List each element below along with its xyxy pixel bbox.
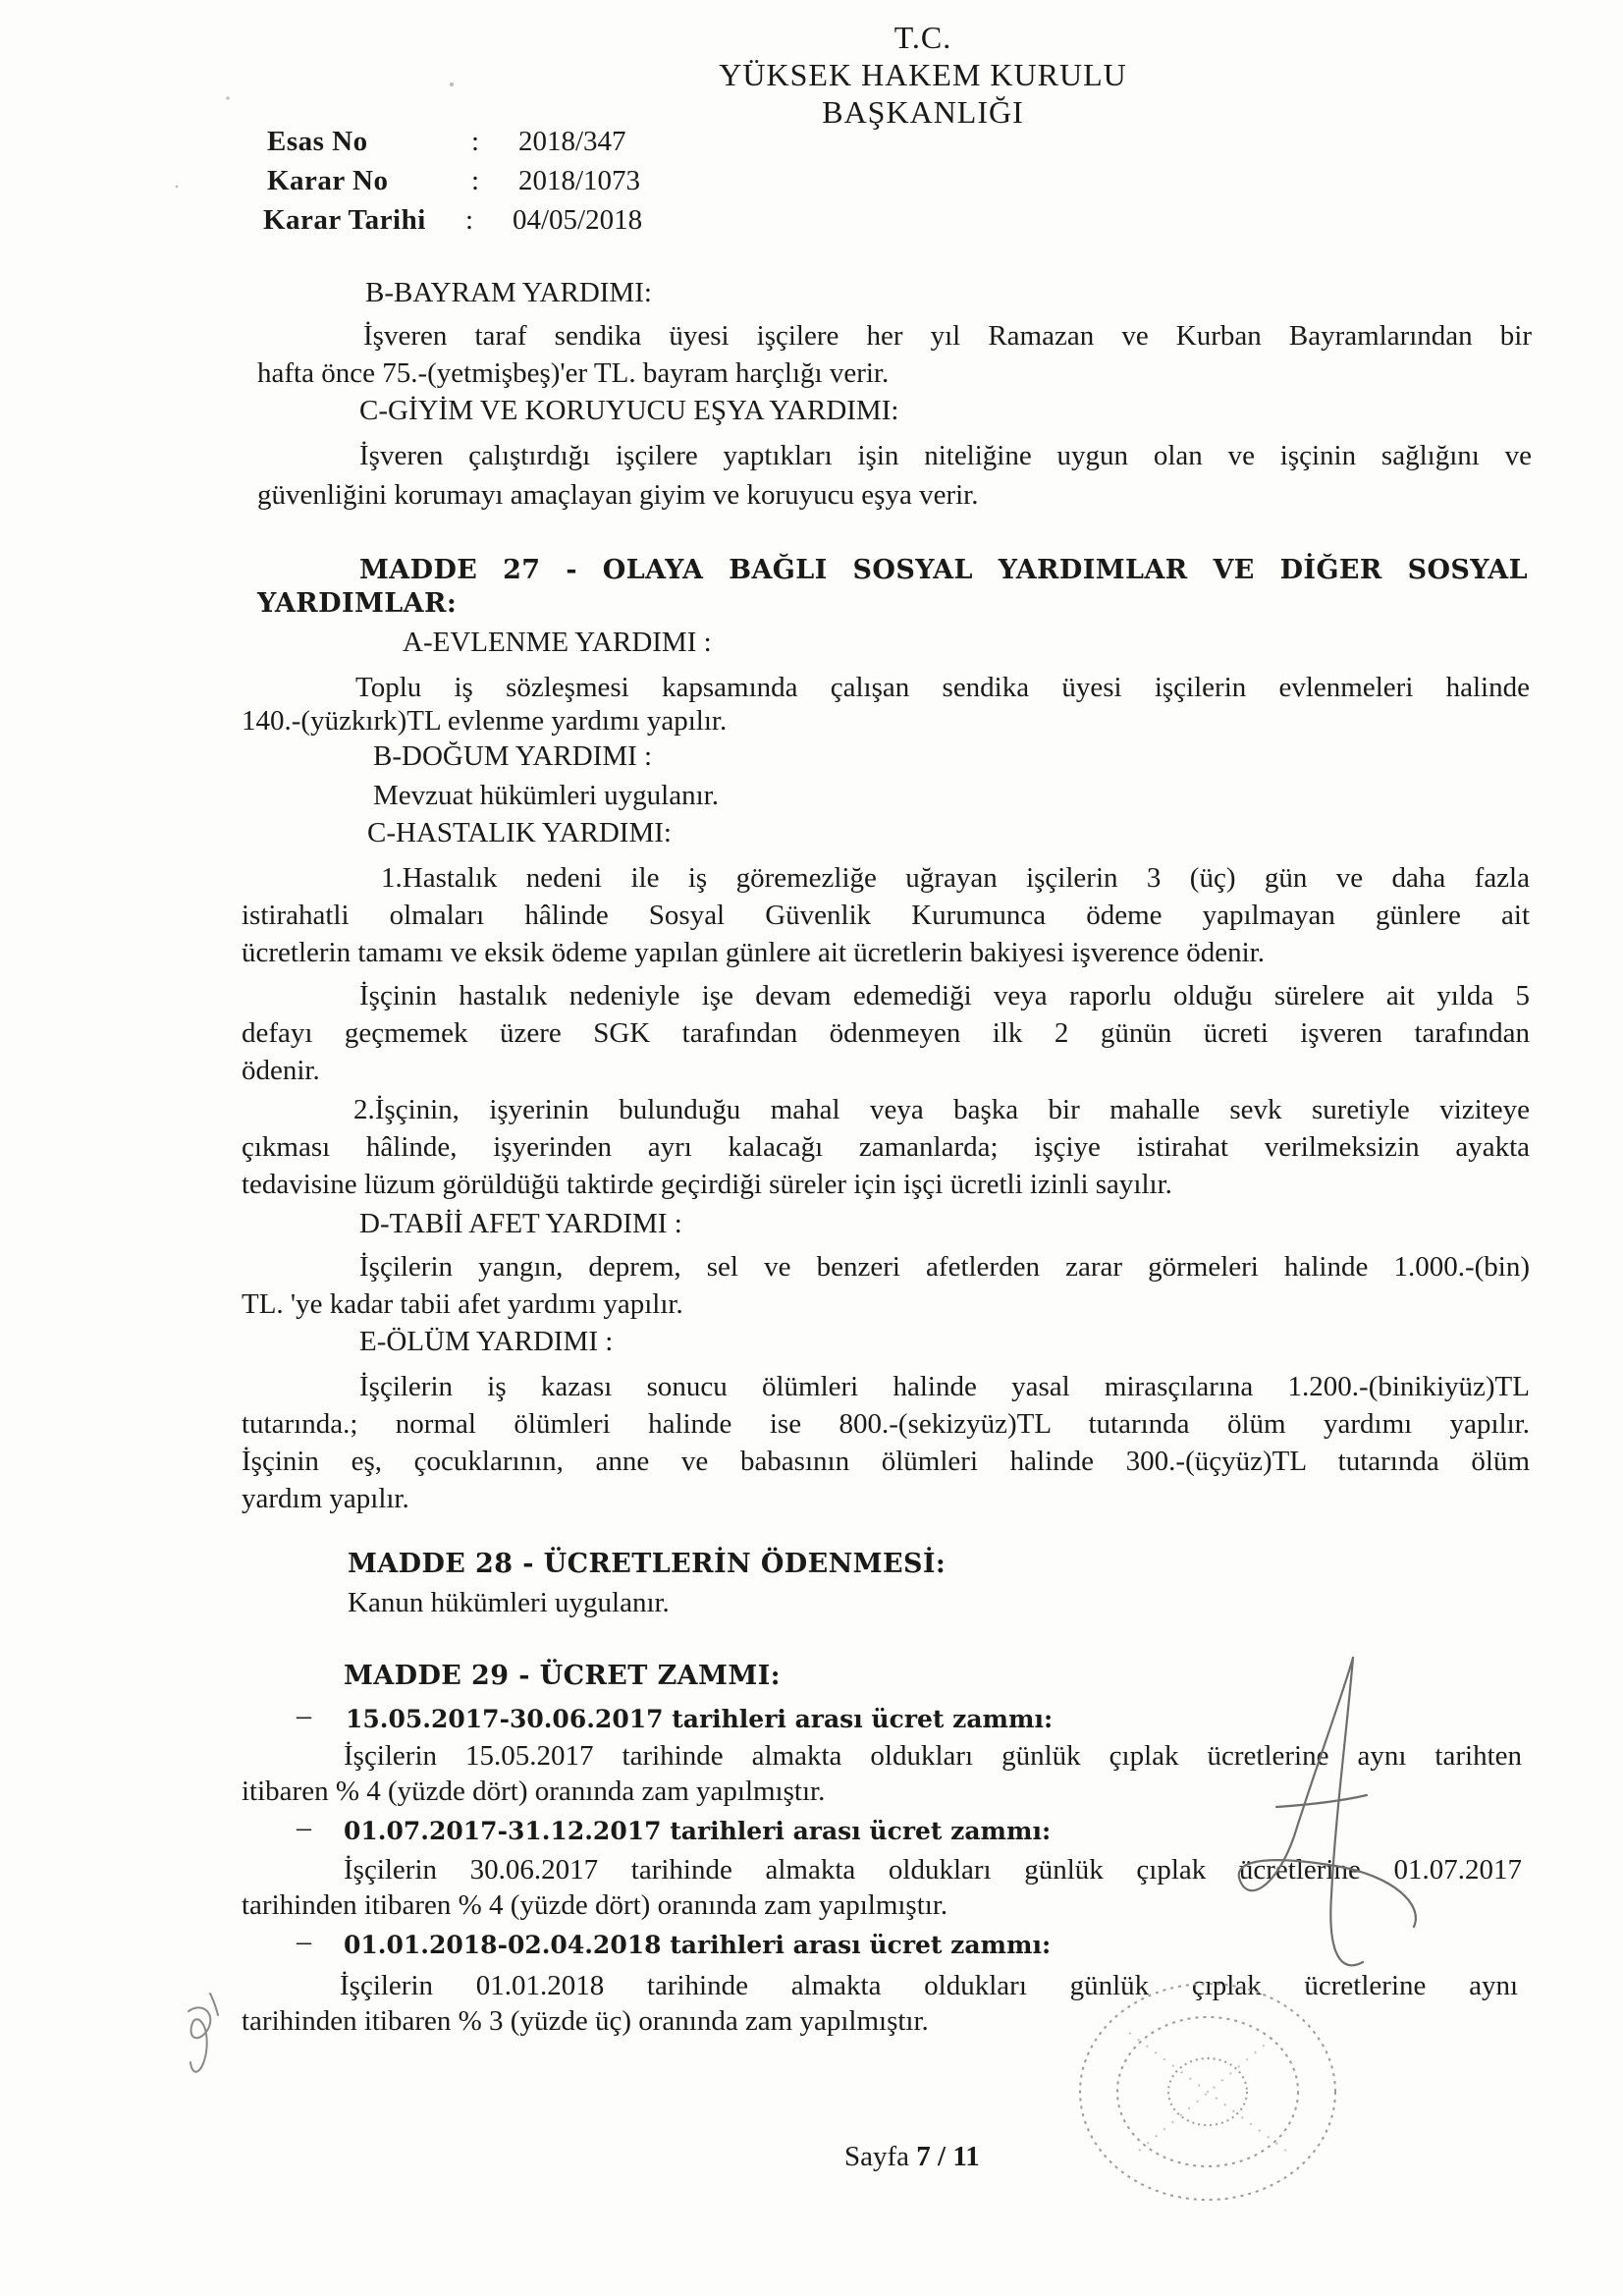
karar-tarihi-colon: : <box>465 204 474 236</box>
hastalik-p3-line1: 2.İşçinin, işyerinin bulunduğu mahal veya başka bir mahalle sevk suretiyle viziteye <box>353 1094 1530 1125</box>
initials-mark <box>189 1994 218 2072</box>
tabii-afet-title: D-TABİİ AFET YARDIMI : <box>359 1208 682 1239</box>
period-1-line1: İşçilerin 15.05.2017 tarihinde almakta oldukları günlük çıplak ücretlerine aynı tarihten <box>344 1740 1522 1772</box>
olum-line4: yardım yapılır. <box>242 1483 409 1514</box>
olum-title: E-ÖLÜM YARDIMI : <box>359 1326 614 1357</box>
hastalik-p1-line2: istirahatli olmaları hâlinde Sosyal Güvenlik Kurumunca ödeme yapılmayan günlere ait <box>242 900 1530 931</box>
section-b-line1: İşveren taraf sendika üyesi işçilere her yıl Ramazan ve Kurban Bayramlarından bir <box>363 320 1532 352</box>
period-2-title: 01.07.2017-31.12.2017 tarihleri arası ücret zammı: <box>344 1817 1052 1845</box>
handwritten-signature <box>1239 1658 1416 1965</box>
dogum-title: B-DOĞUM YARDIMI : <box>373 740 653 772</box>
header-institution: YÜKSEK HAKEM KURULU <box>719 57 1127 92</box>
olum-line2: tutarında.; normal ölümleri halinde ise 800.-(sekizyüz)TL tutarında ölüm yardımı yapılır. <box>242 1408 1530 1440</box>
esas-no-value: 2018/347 <box>518 126 626 157</box>
period-3-line2: tarihinden itibaren % 3 (yüzde üç) oranında zam yapılmıştır. <box>242 2005 929 2037</box>
section-b-title: B-BAYRAM YARDIMI: <box>365 277 652 308</box>
section-c-title: C-GİYİM VE KORUYUCU EŞYA YARDIMI: <box>359 395 899 426</box>
olum-line1: İşçilerin iş kazası sonucu ölümleri halinde yasal mirasçılarına 1.200.-(binikiyüz)TL <box>359 1371 1530 1402</box>
period-3-line1: İşçilerin 01.01.2018 tarihinde almakta oldukları günlük çıplak ücretlerine aynı <box>340 1970 1518 2001</box>
official-seal-stamp <box>1080 1984 1335 2200</box>
period-1-line2: itibaren % 4 (yüzde dört) oranında zam yapılmıştır. <box>242 1776 826 1807</box>
karar-tarihi-value: 04/05/2018 <box>513 204 643 236</box>
karar-no-label: Karar No <box>267 165 389 196</box>
madde-27-title-cont: YARDIMLAR: <box>257 588 458 619</box>
madde-28-line1: Kanun hükümleri uygulanır. <box>348 1587 670 1618</box>
header-presidency: BAŞKANLIĞI <box>822 94 1024 130</box>
karar-no-value: 2018/1073 <box>518 165 641 196</box>
hastalik-p2-line2: defayı geçmemek üzere SGK tarafından ödenmeyen ilk 2 günün ücreti işveren tarafından <box>242 1017 1530 1049</box>
period-2-line1: İşçilerin 30.06.2017 tarihinde almakta oldukları günlük çıplak ücretlerine 01.07.2017 <box>344 1854 1522 1886</box>
period-2-dash: – <box>297 1811 311 1843</box>
madde-29-title: MADDE 29 - ÜCRET ZAMMI: <box>344 1661 781 1691</box>
hastalik-title: C-HASTALIK YARDIMI: <box>367 817 672 848</box>
page-number <box>844 2141 980 2173</box>
madde-27-title: MADDE 27 - OLAYA BAĞLI SOSYAL YARDIMLAR VE DİĞER SOSYAL <box>359 555 1528 585</box>
period-2-line2: tarihinden itibaren % 4 (yüzde dört) oranında zam yapılmıştır. <box>242 1889 948 1921</box>
evlenme-title: A-EVLENME YARDIMI : <box>403 627 712 658</box>
hastalik-p1-line1: 1.Hastalık nedeni ile iş göremezliğe uğrayan işçilerin 3 (üç) gün ve daha fazla <box>381 862 1530 894</box>
header-tc: T.C. <box>893 20 952 55</box>
period-3-dash: – <box>297 1925 311 1957</box>
period-3-title: 01.01.2018-02.04.2018 tarihleri arası ücret zammı: <box>344 1931 1052 1959</box>
section-b-line2: hafta önce 75.-(yetmişbeş)'er TL. bayram harçlığı verir. <box>257 357 890 389</box>
hastalik-p3-line3: tedavisine lüzum görüldüğü taktirde geçirdiği süreler için işçi ücretli izinli sayılır. <box>242 1169 1172 1200</box>
evlenme-line2: 140.-(yüzkırk)TL evlenme yardımı yapılır. <box>242 705 728 737</box>
page-number-prefix: Sayfa <box>844 2141 910 2172</box>
period-1-dash: – <box>297 1699 311 1731</box>
page-number-value: 7 / 11 <box>916 2141 980 2172</box>
hastalik-p2-line1: İşçinin hastalık nedeniyle işe devam edemediği veya raporlu olduğu sürelere ait yılda 5 <box>359 980 1530 1011</box>
section-c-line1: İşveren çalıştırdığı işçilere yaptıkları işin niteliğine uygun olan ve işçinin sağlığını ve <box>359 440 1532 471</box>
esas-no-colon: : <box>471 126 480 157</box>
karar-tarihi-label: Karar Tarihi <box>263 204 426 236</box>
karar-no-colon: : <box>471 165 480 196</box>
madde-28-title: MADDE 28 - ÜCRETLERİN ÖDENMESİ: <box>348 1549 947 1579</box>
evlenme-line1: Toplu iş sözleşmesi kapsamında çalışan sendika üyesi işçilerin evlenmeleri halinde <box>355 672 1530 703</box>
hastalik-p1-line3: ücretlerin tamamı ve eksik ödeme yapılan günlere ait ücretlerin bakiyesi işverence ödenir. <box>242 937 1265 968</box>
tabii-afet-line2: TL. 'ye kadar tabii afet yardımı yapılır. <box>242 1288 683 1320</box>
period-1-title: 15.05.2017-30.06.2017 tarihleri arası ücret zammı: <box>346 1705 1054 1733</box>
hastalik-p2-line3: ödenir. <box>242 1055 320 1086</box>
tabii-afet-line1: İşçilerin yangın, deprem, sel ve benzeri afetlerden zarar görmeleri halinde 1.000.-(bin) <box>359 1251 1530 1283</box>
hastalik-p3-line2: çıkması hâlinde, işyerinden ayrı kalacağı zamanlarda; işçiye istirahat verilmeksizin ayakta <box>242 1131 1530 1163</box>
esas-no-label: Esas No <box>267 126 368 157</box>
olum-line3: İşçinin eş, çocuklarının, anne ve babasının ölümleri halinde 300.-(üçyüz)TL tutarında ölüm <box>242 1446 1530 1477</box>
dogum-line1: Mevzuat hükümleri uygulanır. <box>373 780 719 811</box>
section-c-line2: güvenliğini korumayı amaçlayan giyim ve koruyucu eşya verir. <box>257 479 979 511</box>
